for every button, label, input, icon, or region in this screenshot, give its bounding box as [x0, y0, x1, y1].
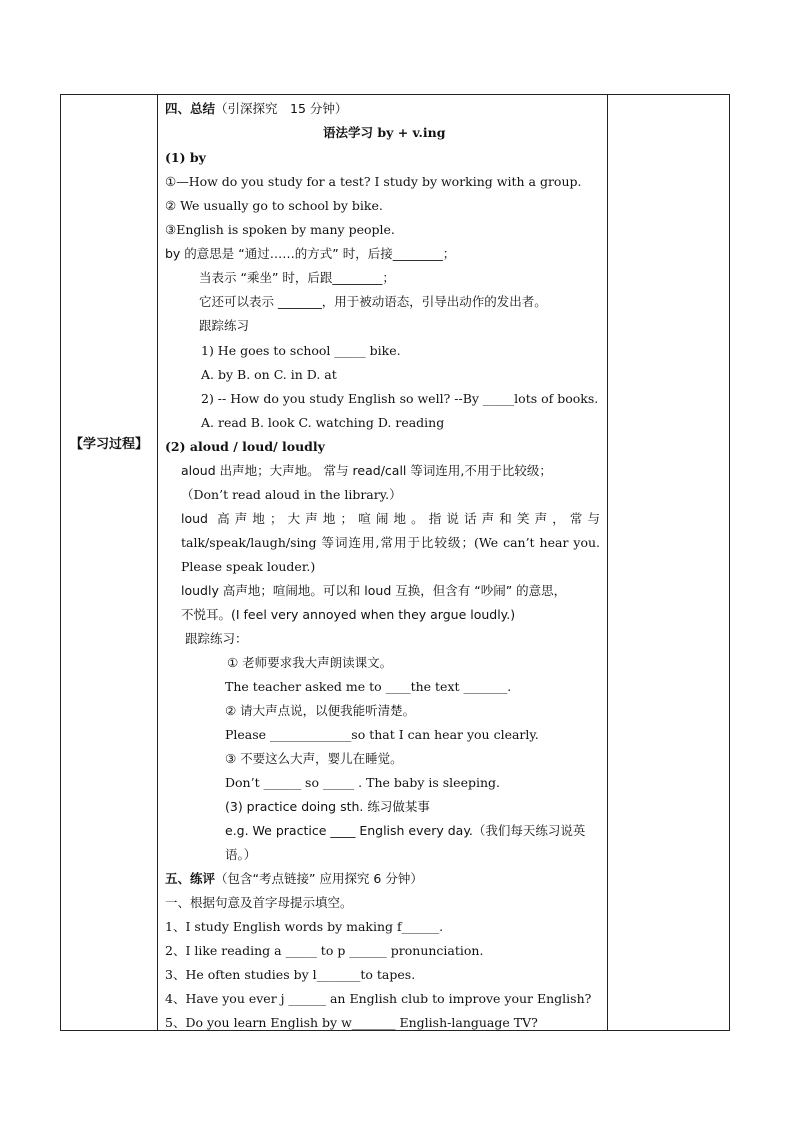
review-item-3: 3、He often studies by l_______to tapes.: [165, 967, 416, 982]
rule-3: 它还可以表示 _______，用于被动语态，引导出动作的发出者。: [199, 294, 547, 309]
translate-1-zh: ① 老师要求我大声朗读课文。: [227, 655, 393, 670]
grammar-title: 语法学习 by + v.ing: [323, 125, 446, 140]
lesson-table: [60, 94, 730, 1031]
rule-1: by 的意思是 “通过……的方式” 时，后接________；: [165, 246, 456, 261]
translate-2-zh: ② 请大声点说，以便我能听清楚。: [225, 703, 416, 718]
rule-2: 当表示 “乘坐” 时，后跟________；: [199, 270, 395, 285]
example-line-2: 语。）: [225, 847, 257, 862]
translate-3-zh: ③ 不要这么大声，婴儿在睡觉。: [225, 751, 403, 766]
column-divider-1: [157, 95, 158, 1030]
question-1-options: A. by B. on C. in D. at: [201, 367, 337, 382]
review-item-1: 1、I study English words by making f______.: [165, 919, 444, 934]
translate-1-en: The teacher asked me to ____the text _______.: [225, 679, 512, 694]
review-heading: 五、练评: [165, 871, 216, 886]
translate-3-en: Don’t ______ so _____ . The baby is sleeping.: [225, 775, 500, 790]
summary-heading: 四、总结: [165, 101, 216, 116]
review-item-2: 2、I like reading a _____ to p ______ pronunciation.: [165, 943, 484, 958]
loud-line-2: talk/speak/laugh/sing 等词连用,常用于比较级；(We can’t hear you.: [181, 535, 600, 550]
aloud-heading: (2) aloud / loud/ loudly: [165, 439, 325, 454]
loud-line-1: loud 高声地；大声地；喧闹地。指说话声和笑声，常与: [181, 511, 600, 526]
review-instruction: 一、根据句意及首字母提示填空。: [165, 895, 353, 910]
example-1: ①—How do you study for a test? I study by working with a group.: [165, 174, 582, 189]
review-heading-note: （包含“考点链接” 应用探究 6 分钟）: [215, 871, 423, 886]
loud-line-3: Please speak louder.): [181, 559, 316, 574]
example-3: ③English is spoken by many people.: [165, 222, 395, 237]
by-heading: (1) by: [165, 150, 206, 165]
question-2-options: A. read B. look C. watching D. reading: [201, 415, 445, 430]
loudly-line-1: loudly 高声地；喧闹地。可以和 loud 互换，但含有 “吵闹” 的意思，: [181, 583, 567, 598]
translate-2-en: Please _____________so that I can hear you clearly.: [225, 727, 539, 742]
column-divider-2: [607, 95, 608, 1030]
practice-doing-rule: (3) practice doing sth. 练习做某事: [225, 799, 430, 814]
aloud-line-2: （Don’t read aloud in the library.）: [181, 487, 402, 502]
example-2: ② We usually go to school by bike.: [165, 198, 383, 213]
example-line-1: e.g. We practice ____ English every day.（我们每天练习说英: [225, 823, 586, 838]
question-1: 1) He goes to school _____ bike.: [201, 343, 401, 358]
review-item-4: 4、Have you ever j ______ an English club to improve your English?: [165, 991, 592, 1006]
practice-2-title: 跟踪练习：: [185, 631, 248, 646]
question-2: 2) -- How do you study English so well? --By _____lots of books.: [201, 391, 599, 406]
section-label: 【学习过程】: [69, 437, 148, 452]
loudly-line-2: 不悦耳。(I feel very annoyed when they argue loudly.): [181, 607, 516, 622]
aloud-line-1: aloud 出声地；大声地。 常与 read/call 等词连用,不用于比较级；: [181, 463, 552, 478]
summary-heading-line: [165, 101, 347, 117]
review-item-5: 5、Do you learn English by w_______ English-language TV?: [165, 1015, 538, 1030]
practice-title: 跟踪练习: [199, 318, 250, 333]
summary-heading-note: （引深探究 15 分钟）: [215, 101, 348, 116]
review-heading-line: [165, 871, 423, 887]
